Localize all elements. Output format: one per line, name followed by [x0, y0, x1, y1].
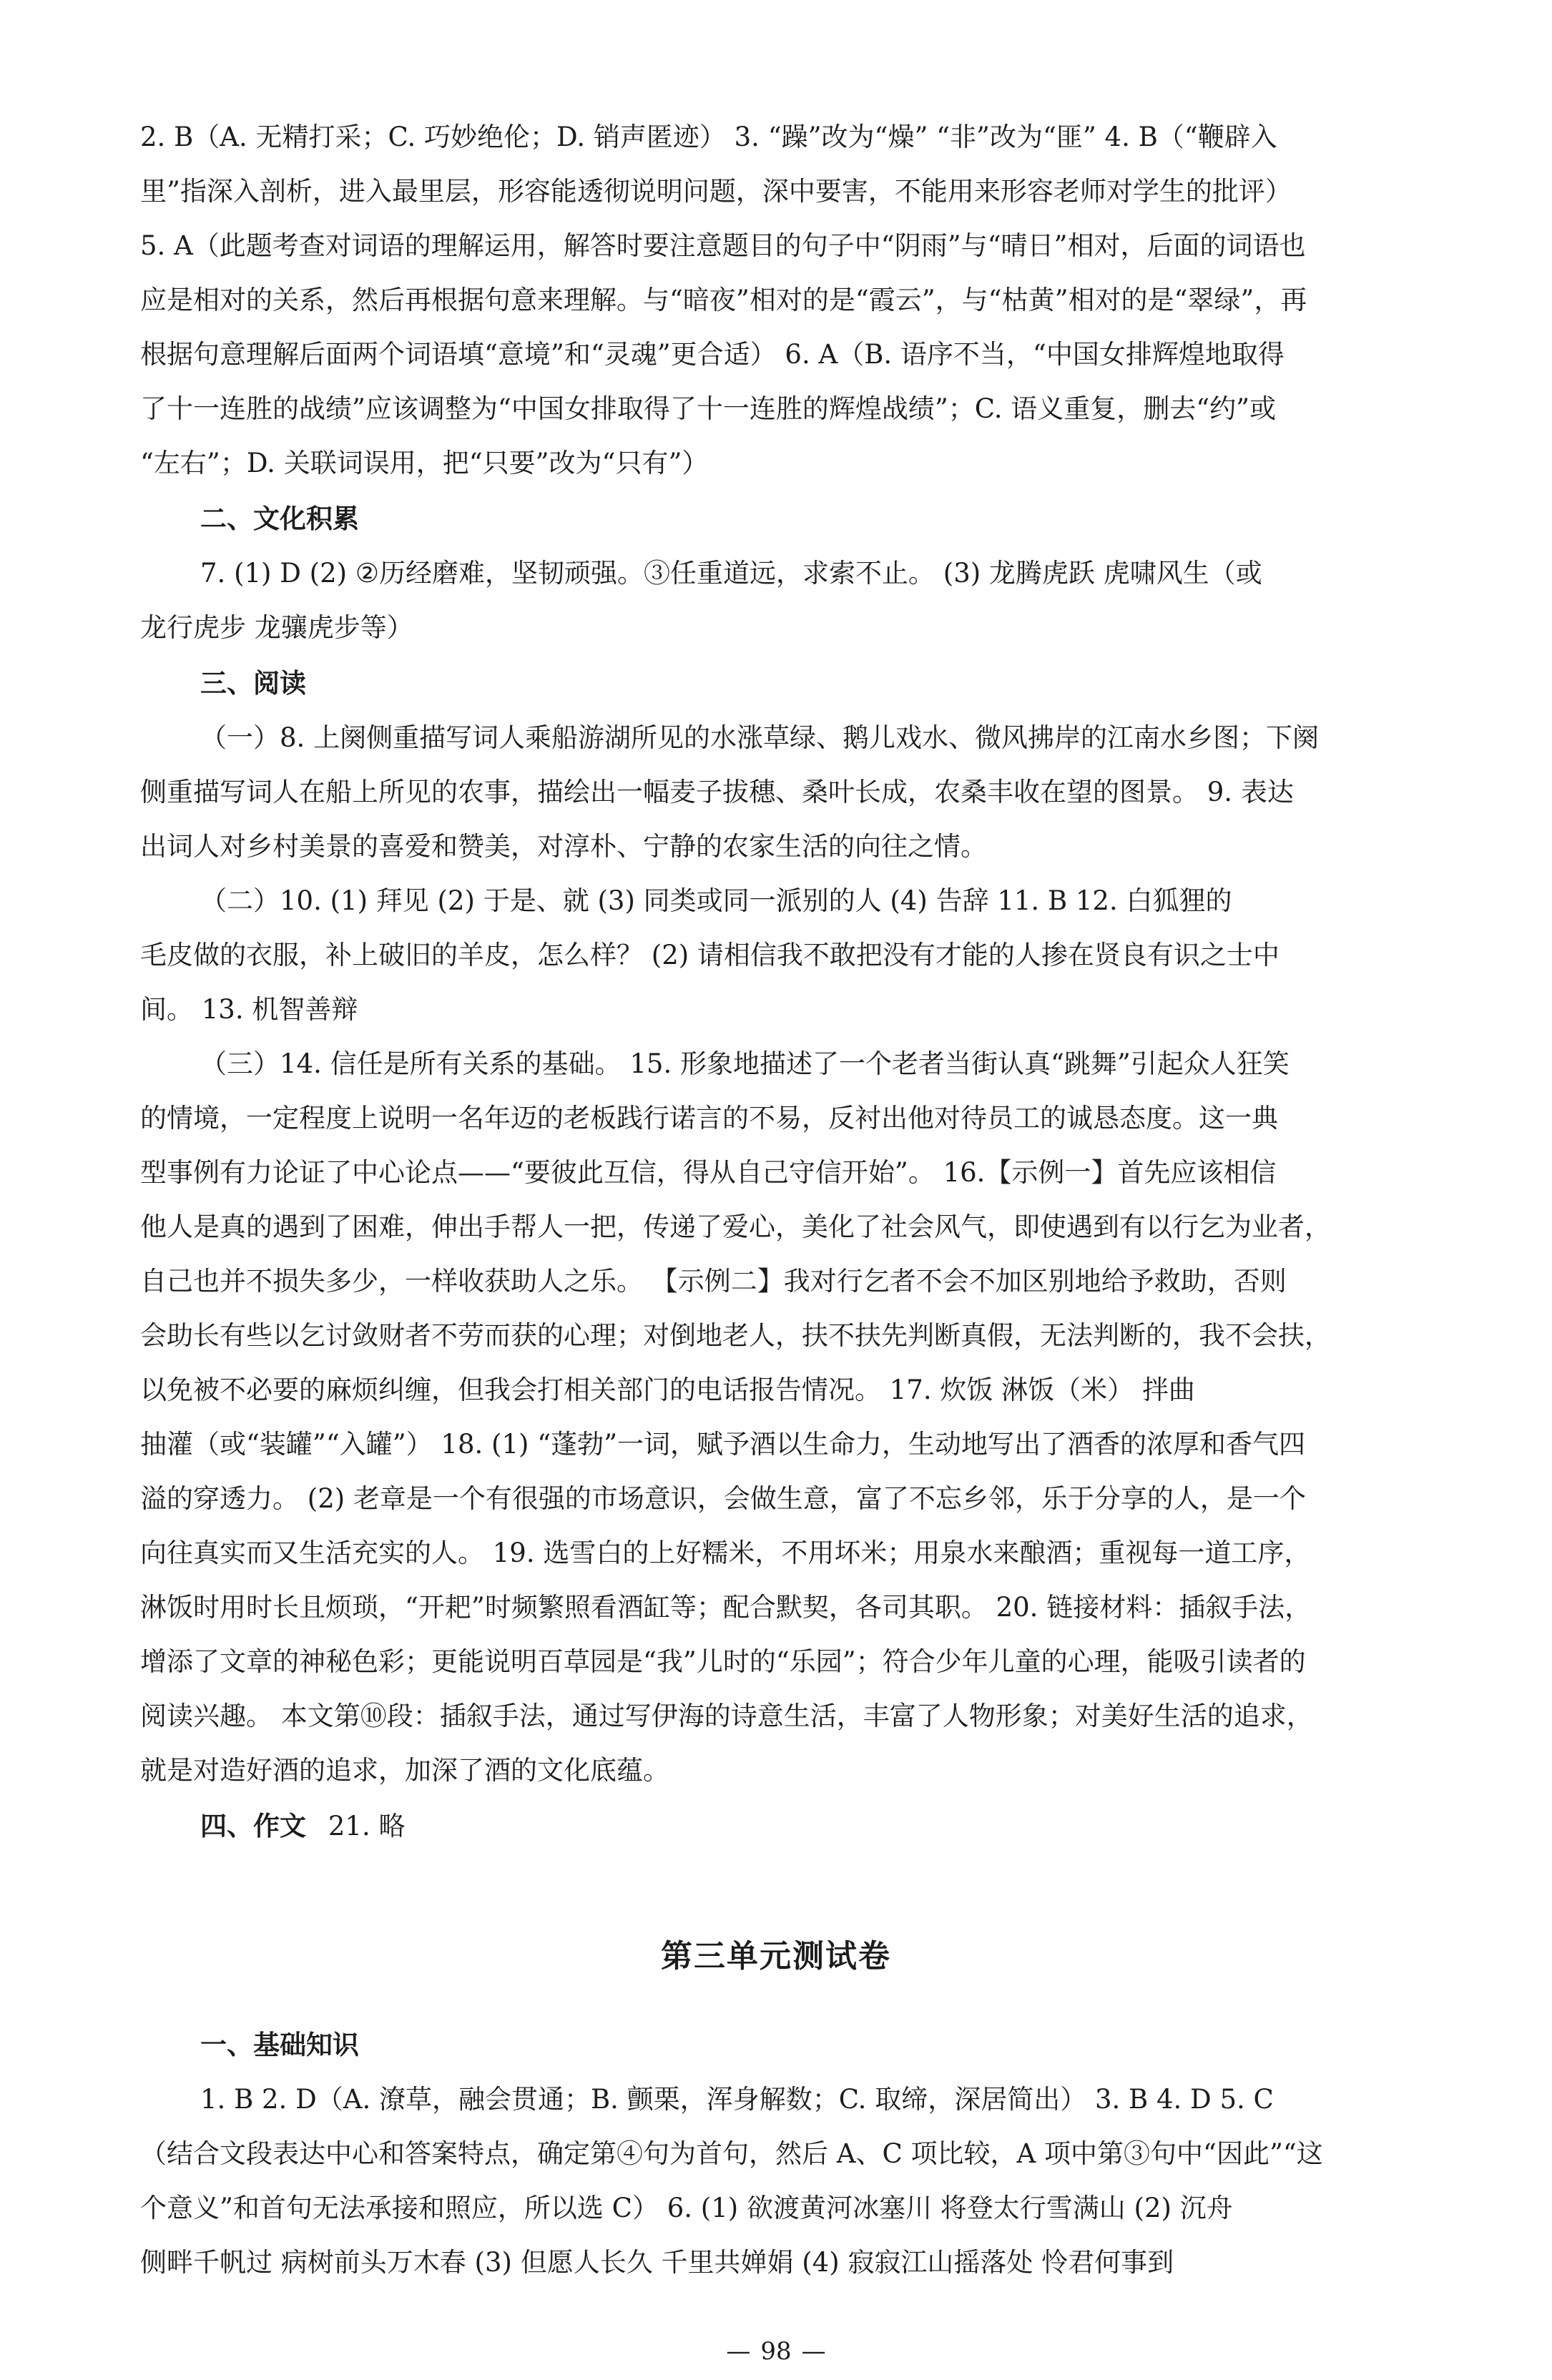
text-line: 间。 13. 机智善辩: [140, 994, 358, 1025]
text-line: （结合文段表达中心和答案特点，确定第④句为首句，然后 A、C 项比较，A 项中第③句中“因此”“这: [140, 2138, 1323, 2169]
text-line: 抽灌（或“装罐”“入罐”） 18. (1) “蓬勃”一词，赋予酒以生命力，生动地写出了酒香的浓厚和香气四: [140, 1429, 1306, 1460]
page-number: [0, 2336, 1552, 2367]
text-line: 根据句意理解后面两个词语填“意境”和“灵魂”更合适） 6. A（B. 语序不当，“中国女排辉煌地取得: [140, 339, 1285, 370]
text-line: （一）8. 上阕侧重描写词人乘船游湖所见的水涨草绿、鹅儿戏水、微风拂岸的江南水乡图；下阕: [200, 722, 1320, 753]
text-line: 溢的穿透力。 (2) 老章是一个有很强的市场意识，会做生意，富了不忘乡邻，乐于分享的人，是一个: [140, 1483, 1306, 1514]
text-line: 毛皮做的衣服，补上破旧的羊皮，怎么样？ (2) 请相信我不敢把没有才能的人掺在贤良有识之士中: [140, 940, 1280, 970]
page-number-value: 98: [760, 2337, 792, 2366]
text-line: 向往真实而又生活充实的人。 19. 选雪白的上好糯米，不用坏米；用泉水来酿酒；重视每一道工序，: [140, 1538, 1311, 1568]
text-line: 以免被不必要的麻烦纠缠，但我会打相关部门的电话报告情况。 17. 炊饭 淋饭（米） 拌曲: [140, 1375, 1195, 1405]
text-line: 应是相对的关系，然后再根据句意来理解。与“暗夜”相对的是“霞云”，与“枯黄”相对的是“翠绿”，再: [140, 285, 1307, 315]
text-line: 7. (1) D (2) ②历经磨难，坚韧顽强。③任重道远，求索不止。 (3) 龙腾虎跃 虎啸风生（或: [200, 558, 1262, 589]
text-line: （三）14. 信任是所有关系的基础。 15. 形象地描述了一个老者当街认真“跳舞”引起众人狂笑: [200, 1048, 1290, 1079]
text-line: 的情境，一定程度上说明一名年迈的老板践行诺言的不易，反衬出他对待员工的诚恳态度。这一典: [140, 1103, 1278, 1134]
section-heading-composition-label: 四、作文: [200, 1811, 306, 1841]
text-line: 增添了文章的神秘色彩；更能说明百草园是“我”儿时的“乐园”；符合少年儿童的心理，能吸引读者的: [140, 1646, 1306, 1677]
text-line: 侧重描写词人在船上所见的农事，描绘出一幅麦子拔穗、桑叶长成，农桑丰收在望的图景。 9. 表达: [140, 777, 1294, 807]
text-line: 个意义”和首句无法承接和照应，所以选 C） 6. (1) 欲渡黄河冰塞川 将登太行雪满山 (2) 沉舟: [140, 2193, 1233, 2223]
section-heading-basics: 一、基础知识: [200, 2030, 359, 2060]
section-heading-culture: 二、文化积累: [200, 503, 359, 534]
text-line: 型事例有力论证了中心论点——“要彼此互信，得从自己守信开始”。 16.【示例一】首先应该相信: [140, 1157, 1277, 1188]
text-line: 5. A（此题考查对词语的理解运用，解答时要注意题目的句子中“阴雨”与“晴日”相对，后面的词语也: [140, 230, 1306, 261]
page-number-dash-left: —: [726, 2337, 751, 2366]
text-line: 淋饭时用时长且烦琐，“开耙”时频繁照看酒缸等；配合默契，各司其职。 20. 链接材料：插叙手法，: [140, 1592, 1312, 1623]
page-number-dash-right: —: [801, 2337, 826, 2366]
text-line: 龙行虎步 龙骧虎步等）: [140, 612, 413, 643]
text-line: 出词人对乡村美景的喜爱和赞美，对淳朴、宁静的农家生活的向往之情。: [140, 831, 987, 862]
text-line: 侧畔千帆过 病树前头万木春 (3) 但愿人长久 千里共婵娟 (4) 寂寂江山摇落处 怜君何事到: [140, 2247, 1174, 2278]
text-line: 了十一连胜的战绩”应该调整为“中国女排取得了十一连胜的辉煌战绩”；C. 语义重复，删去“约”或: [140, 393, 1277, 424]
text-line: 自己也并不损失多少，一样收获助人之乐。 【示例二】我对行乞者不会不加区别地给予救助，否则: [140, 1266, 1287, 1297]
text-line: 就是对造好酒的追求，加深了酒的文化底蕴。: [140, 1755, 669, 1786]
section-heading-composition: [200, 1809, 406, 1844]
text-line: 里”指深入剖析，进入最里层，形容能透彻说明问题，深中要害，不能用来形容老师对学生的批评）: [140, 176, 1292, 207]
section-heading-reading: 三、阅读: [200, 668, 306, 699]
text-line: （二）10. (1) 拜见 (2) 于是、就 (3) 同类或同一派别的人 (4) 告辞 11. B 12. 白狐狸的: [200, 885, 1232, 916]
text-line: 1. B 2. D（A. 潦草，融会贯通；B. 颤栗，浑身解数；C. 取缔，深居简出） 3. B 4. D 5. C: [200, 2084, 1274, 2115]
unit-title: 第三单元测试卷: [661, 1938, 891, 1975]
composition-answer: 21. 略: [328, 1811, 406, 1841]
text-line: 会助长有些以乞讨敛财者不劳而获的心理；对倒地老人，扶不扶先判断真假，无法判断的，我不会扶，: [140, 1320, 1331, 1351]
text-line: 2. B（A. 无精打采；C. 巧妙绝伦；D. 销声匿迹） 3. “躁”改为“燥” “非”改为“匪” 4. B（“鞭辟入: [140, 122, 1277, 152]
text-line: 阅读兴趣。 本文第⑩段：插叙手法，通过写伊海的诗意生活，丰富了人物形象；对美好生活的追求，: [140, 1701, 1313, 1731]
text-line: 他人是真的遇到了困难，伸出手帮人一把，传递了爱心，美化了社会风气，即使遇到有以行乞为业者，: [140, 1211, 1331, 1242]
text-line: “左右”；D. 关联词误用，把“只要”改为“只有”）: [140, 448, 709, 478]
